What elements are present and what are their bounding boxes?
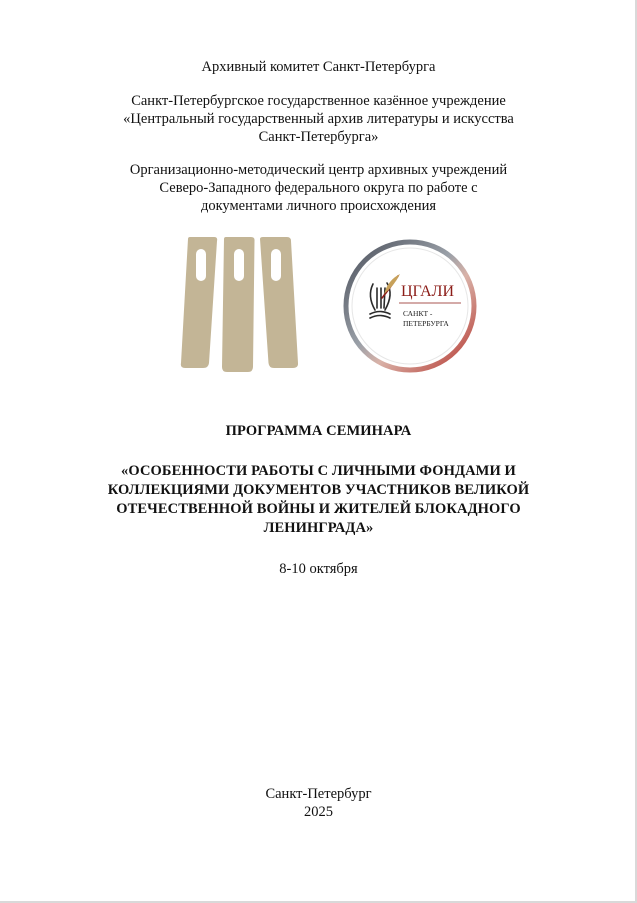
program-heading: ПРОГРАММА СЕМИНАРА [225,423,412,439]
cgali-logo-subtitle-1: САНКТ - [403,309,433,318]
institution-line-1: Санкт-Петербургское государственное казённое учреждение [131,93,506,109]
program-title-line-3: ОТЕЧЕСТВЕННОЙ ВОЙНЫ И ЖИТЕЛЕЙ БЛОКАДНОГО [116,501,521,517]
cgali-logo [340,236,480,376]
program-dates: 8-10 октября [279,561,358,577]
folder-shape [181,237,217,368]
folder-shape [260,237,298,368]
committee-name: Архивный комитет Санкт-Петербурга [201,59,436,75]
center-line-2: Северо-Западного федерального округа по работе с [159,180,478,196]
center-line-3: документами личного происхождения [200,198,437,214]
center-line-1: Организационно-методический центр архивных учреждений [129,162,508,178]
footer-city: Санкт-Петербург [265,786,372,802]
logo-inner-circle [352,248,468,364]
archive-folders-logo [180,237,298,373]
institution-line-2: «Центральный государственный архив литературы и искусства [123,111,514,127]
program-title-line-4: ЛЕНИНГРАДА» [263,520,374,536]
cgali-logo-name: ЦГАЛИ [401,283,455,300]
cgali-logo-subtitle-2: ПЕТЕРБУРГА [403,319,449,328]
folder-shape [222,237,255,372]
program-title-line-2: КОЛЛЕКЦИЯМИ ДОКУМЕНТОВ УЧАСТНИКОВ ВЕЛИКОЙ [107,482,530,498]
footer-year: 2025 [304,804,333,820]
institution-line-3: Санкт-Петербурга» [258,129,379,145]
program-title-line-1: «ОСОБЕННОСТИ РАБОТЫ С ЛИЧНЫМИ ФОНДАМИ И [121,463,516,479]
